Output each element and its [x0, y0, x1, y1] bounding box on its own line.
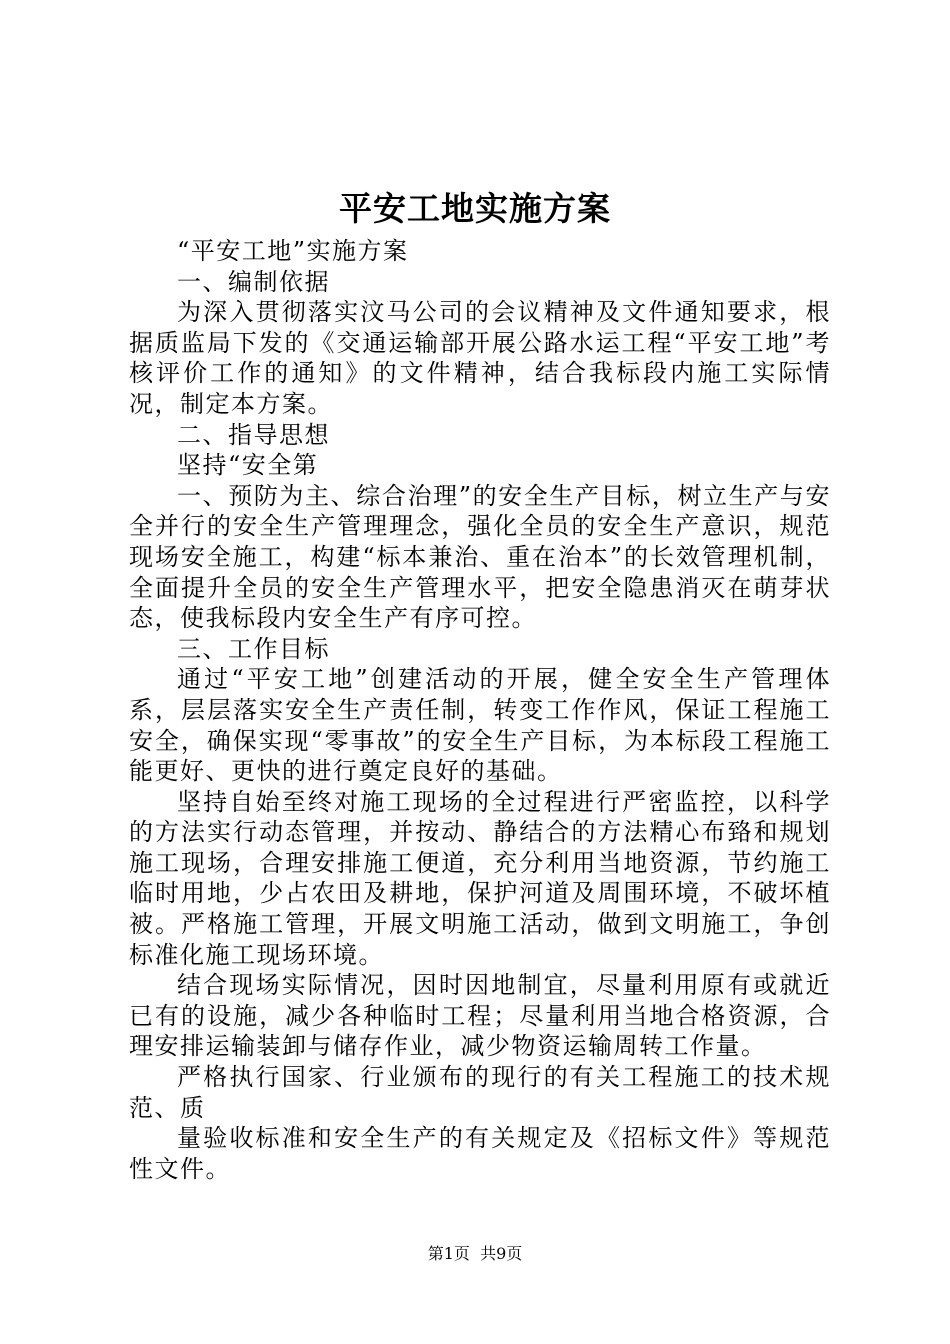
paragraph-acceptance: 量验收标准和安全生产的有关规定及《招标文件》等规范性文件。 [129, 1124, 831, 1183]
paragraph-basis: 为深入贯彻落实汶马公司的会议精神及文件通知要求，根据质监局下发的《交通运输部开展公路水运工程“平安工地”考核评价工作的通知》的文件精神，结合我标段内施工实际情况，制定本方案。 [129, 298, 831, 418]
page-number-total: 共9页 [480, 1244, 523, 1263]
section-heading-guiding-ideology: 二、指导思想 [177, 420, 330, 449]
paragraph-site-conditions: 结合现场实际情况，因时因地制宜，尽量利用原有或就近已有的设施，减少各种临时工程；尽量利用当地合格资源，合理安排运输装卸与储存作业，减少物资运输周转工作量。 [129, 971, 831, 1061]
page-number-current: 第1页 [427, 1244, 470, 1263]
paragraph-subtitle: “平安工地”实施方案 [177, 237, 409, 265]
paragraph-adhere: 坚持“安全第 [177, 451, 319, 480]
paragraph-work-goal: 通过“平安工地”创建活动的开展，健全安全生产管理体系，层层落实安全生产责任制，转变工作作风，保证工程施工安全，确保实现“零事故”的安全生产目标，为本标段工程施工能更好、更快的进行奠定良好的基础。 [129, 665, 831, 786]
paragraph-prevention: 一、预防为主、综合治理”的安全生产目标，树立生产与安全并行的安全生产管理理念，强化全员的安全生产意识，规范现场安全施工，构建“标本兼治、重在治本”的长效管理机制，全面提升全员的安全生产管理水平，把安全隐患消灭在萌芽状态，使我标段内安全生产有序可控。 [129, 481, 831, 633]
section-heading-basis: 一、编制依据 [177, 267, 330, 296]
paragraph-standards: 严格执行国家、行业颁布的现行的有关工程施工的技术规范、质 [129, 1063, 831, 1122]
document-title: 平安工地实施方案 [339, 189, 611, 228]
document-body [129, 236, 831, 1184]
paragraph-site-monitoring: 坚持自始至终对施工现场的全过程进行严密监控，以科学的方法实行动态管理，并按动、静结合的方法精心布臵和规划施工现场，合理安排施工便道，充分利用当地资源，节约施工临时用地，少占农田及耕地，保护河道及周围环境，不破坏植被。严格施工管理，开展文明施工活动，做到文明施工，争创标准化施工现场环境。 [129, 787, 831, 969]
page-footer [0, 1243, 950, 1265]
section-heading-work-goal: 三、工作目标 [177, 634, 330, 663]
